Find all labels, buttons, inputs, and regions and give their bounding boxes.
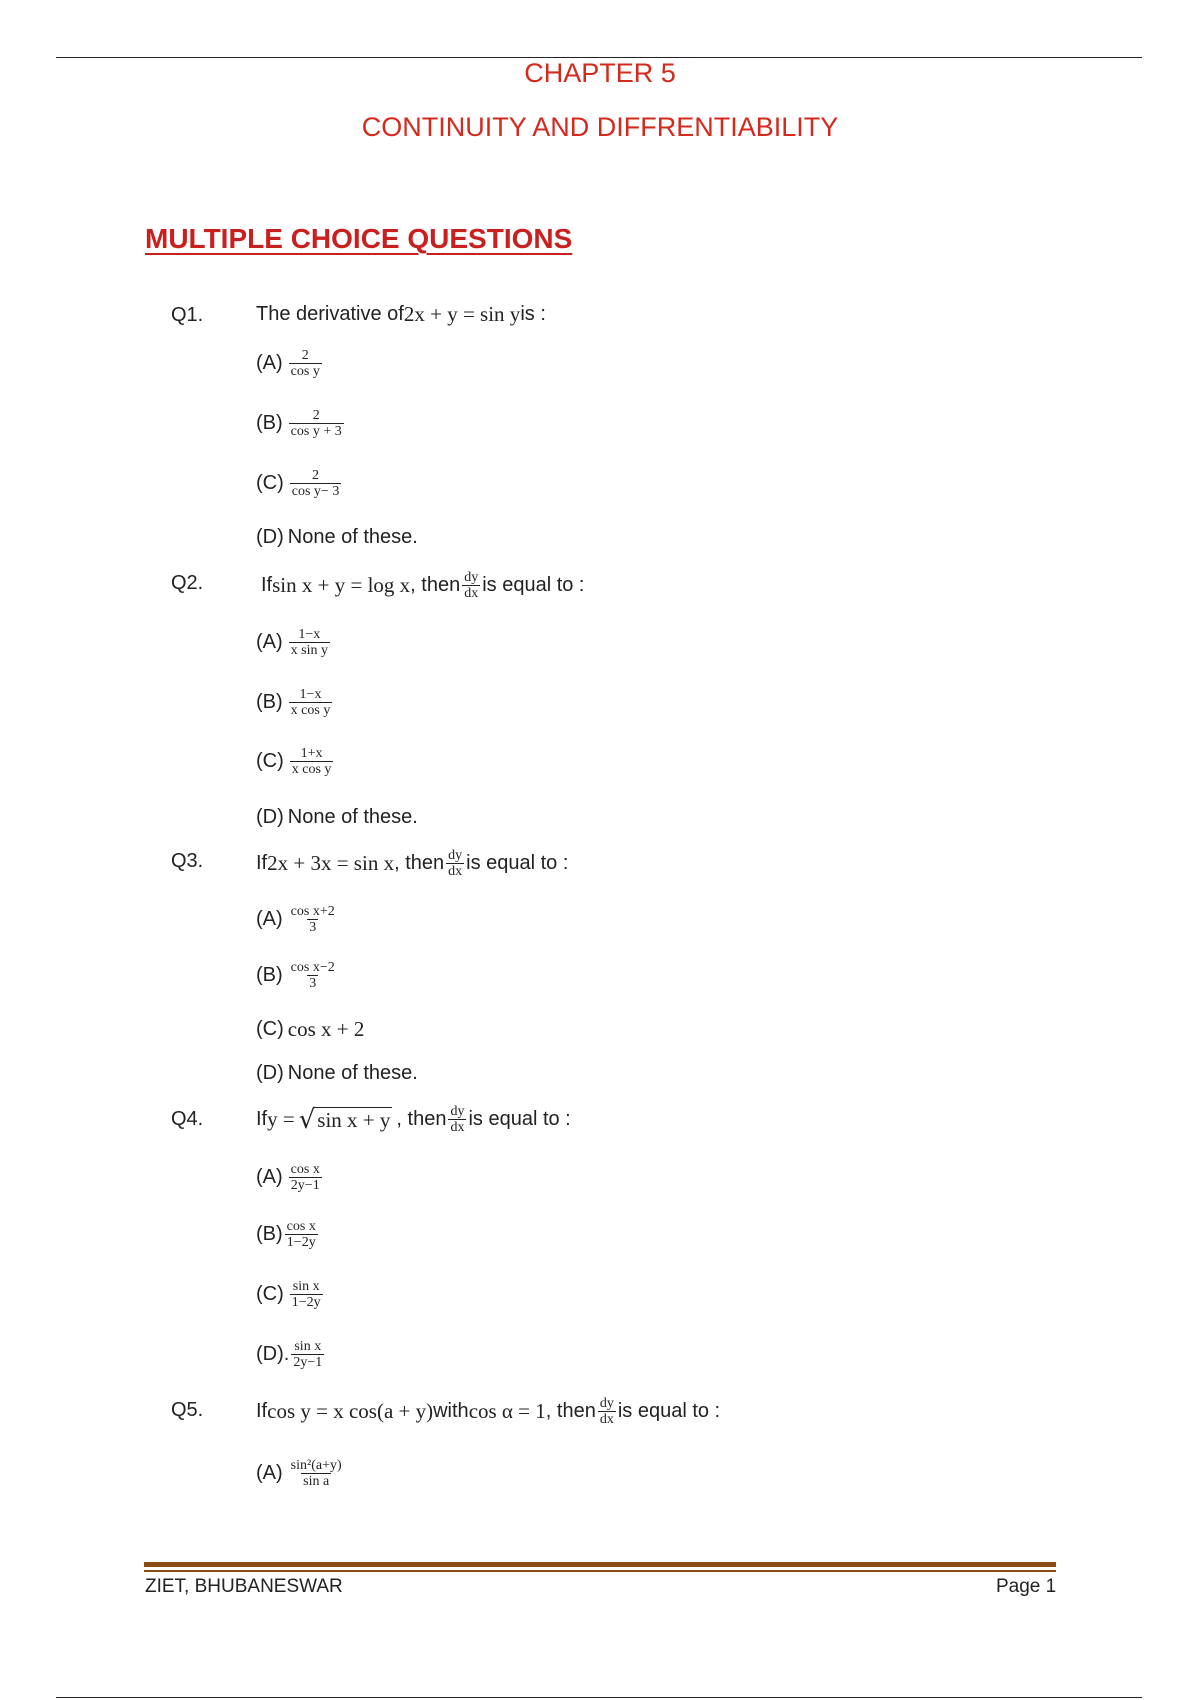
question-text-part: is equal to : (466, 852, 569, 874)
fraction-denominator: x sin y (290, 643, 329, 658)
option-label: (D) (256, 1062, 284, 1084)
fraction-denominator: cos y + 3 (290, 424, 342, 439)
option-c[interactable] (256, 468, 343, 499)
option-label: (A) (256, 908, 283, 930)
question-text (261, 570, 585, 601)
question-number: Q2. (171, 572, 204, 594)
question-text-part: If (256, 1400, 268, 1422)
option-label: (D). (256, 1343, 290, 1365)
fraction-denominator: 3 (309, 976, 317, 991)
question-text-part: If (256, 852, 268, 874)
option-label: (D) (256, 806, 284, 828)
question-equation: 2x + y = sin y (403, 302, 521, 326)
question-text-part: If (261, 574, 273, 596)
fraction-denominator: 3 (309, 920, 317, 935)
option-label: (C) (256, 472, 284, 494)
option-b[interactable] (256, 687, 334, 718)
fraction-denominator: x cos y (291, 762, 332, 777)
question-text-part: is equal to : (482, 574, 585, 596)
fraction-denominator: 1−2y (286, 1235, 316, 1250)
fraction-denominator: dx (464, 586, 479, 601)
option-label: (A) (256, 1166, 283, 1188)
question-text-part: , then (410, 574, 461, 596)
option-label: (B) (256, 691, 283, 713)
question-number: Q1. (171, 304, 204, 326)
question-text-part: is : (520, 303, 546, 325)
question-equation: sin x + y = log x (272, 573, 411, 597)
fraction-numerator: sin x (294, 1339, 322, 1354)
option-c[interactable] (256, 1279, 325, 1310)
fraction-numerator: 2 (301, 348, 309, 363)
option-d[interactable] (256, 1062, 418, 1085)
option-fraction (289, 627, 330, 658)
option-fraction (289, 687, 333, 718)
question-equation: 2x + 3x = sin x (267, 851, 395, 875)
option-label: (B) (256, 964, 283, 986)
fraction-numerator: cos x (290, 1162, 320, 1177)
fraction-denominator: dx (448, 864, 463, 879)
fraction-denominator: dx (599, 1412, 614, 1427)
question-condition: cos α = 1 (468, 1399, 546, 1423)
option-a[interactable] (256, 904, 339, 935)
fraction-denominator: 2y−1 (293, 1355, 323, 1370)
question-number: Q3. (171, 850, 204, 872)
option-text: None of these. (287, 526, 418, 548)
footer-institution: ZIET, BHUBANESWAR (145, 1576, 343, 1597)
fraction-numerator: dy (599, 1396, 614, 1411)
fraction-numerator: 2 (312, 468, 320, 483)
chapter-title: CONTINUITY AND DIFFRENTIABILITY (361, 112, 839, 142)
fraction-denominator: cos y (290, 364, 320, 379)
option-a[interactable] (256, 348, 324, 379)
bottom-rule (56, 1697, 1142, 1698)
fraction-numerator: sin x (292, 1279, 320, 1294)
fraction-numerator: 1−x (299, 687, 322, 702)
question-number: Q4. (171, 1108, 204, 1130)
question-equation: cos y = x cos(a + y) (267, 1399, 434, 1423)
option-c[interactable] (256, 1017, 364, 1042)
fraction-numerator: dy (450, 1104, 465, 1119)
question-number: Q5. (171, 1399, 204, 1421)
footer-divider-thin (144, 1570, 1056, 1572)
section-title: MULTIPLE CHOICE QUESTIONS (145, 223, 573, 254)
option-c[interactable] (256, 746, 335, 777)
option-label: (A) (256, 1462, 283, 1484)
question-text-part: , then (394, 852, 445, 874)
fraction-numerator: 1+x (300, 746, 323, 761)
question-text-part: with (433, 1400, 469, 1422)
option-text: None of these. (287, 806, 418, 828)
option-d[interactable] (256, 806, 418, 829)
question-text-part: If (256, 1108, 268, 1130)
option-label: (B) (256, 1223, 283, 1245)
question-text (256, 302, 546, 327)
question-text-part: , then (545, 1400, 596, 1422)
fraction-numerator: dy (448, 848, 463, 863)
fraction-denominator: cos y− 3 (291, 484, 340, 499)
option-fraction (290, 746, 334, 777)
option-d[interactable] (256, 526, 418, 549)
fraction-denominator: sin a (303, 1474, 330, 1489)
fraction-denominator: dx (450, 1120, 465, 1135)
option-fraction (289, 408, 344, 439)
question-text (256, 1396, 720, 1427)
fraction-numerator: sin²(a+y) (290, 1458, 342, 1473)
fraction-numerator: cos x−2 (290, 960, 335, 975)
question-equation: y = (267, 1107, 295, 1131)
radicand: sin x + y (317, 1107, 391, 1132)
option-label: (B) (256, 412, 283, 434)
chapter-heading: CHAPTER 5 (524, 58, 676, 88)
option-label: (A) (256, 352, 283, 374)
fraction-denominator: 2y−1 (290, 1178, 320, 1193)
option-fraction (285, 1219, 318, 1250)
radical-icon: √ (298, 1104, 316, 1135)
fraction-numerator: 1−x (298, 627, 321, 642)
derivative-fraction (448, 1104, 466, 1135)
question-text-part: is equal to : (617, 1400, 721, 1422)
option-b[interactable] (256, 960, 339, 991)
option-text: None of these. (287, 1062, 418, 1084)
option-b[interactable] (256, 1219, 320, 1250)
page-number: Page 1 (996, 1576, 1057, 1597)
question-text-part: , then (396, 1108, 447, 1130)
option-math: cos x + 2 (287, 1017, 365, 1041)
option-fraction (289, 960, 337, 991)
option-d[interactable] (256, 1339, 326, 1370)
square-root (298, 1104, 393, 1135)
option-fraction (291, 1339, 324, 1370)
option-label: (C) (256, 750, 284, 772)
fraction-numerator: cos x (286, 1219, 316, 1234)
option-label: (C) (256, 1018, 284, 1040)
option-a[interactable] (256, 1162, 324, 1193)
option-fraction (289, 904, 337, 935)
question-text (256, 848, 568, 879)
question-text (256, 1104, 571, 1135)
option-b[interactable] (256, 408, 346, 439)
fraction-numerator: 2 (312, 408, 320, 423)
option-fraction (289, 348, 322, 379)
option-label: (D) (256, 526, 284, 548)
option-a[interactable] (256, 627, 332, 658)
fraction-denominator: x cos y (290, 703, 331, 718)
fraction-numerator: dy (464, 570, 479, 585)
option-label: (A) (256, 631, 283, 653)
option-fraction (289, 1458, 344, 1489)
option-fraction (290, 1279, 323, 1310)
question-text-part: is equal to : (468, 1108, 571, 1130)
option-label: (C) (256, 1283, 284, 1305)
derivative-fraction (446, 848, 464, 879)
fraction-denominator: 1−2y (291, 1295, 321, 1310)
option-fraction (290, 468, 342, 499)
option-a[interactable] (256, 1458, 346, 1489)
footer-divider (144, 1562, 1056, 1567)
derivative-fraction (598, 1396, 616, 1427)
fraction-numerator: cos x+2 (290, 904, 335, 919)
derivative-fraction (462, 570, 480, 601)
question-text-part: The derivative of (256, 303, 404, 325)
option-fraction (289, 1162, 322, 1193)
